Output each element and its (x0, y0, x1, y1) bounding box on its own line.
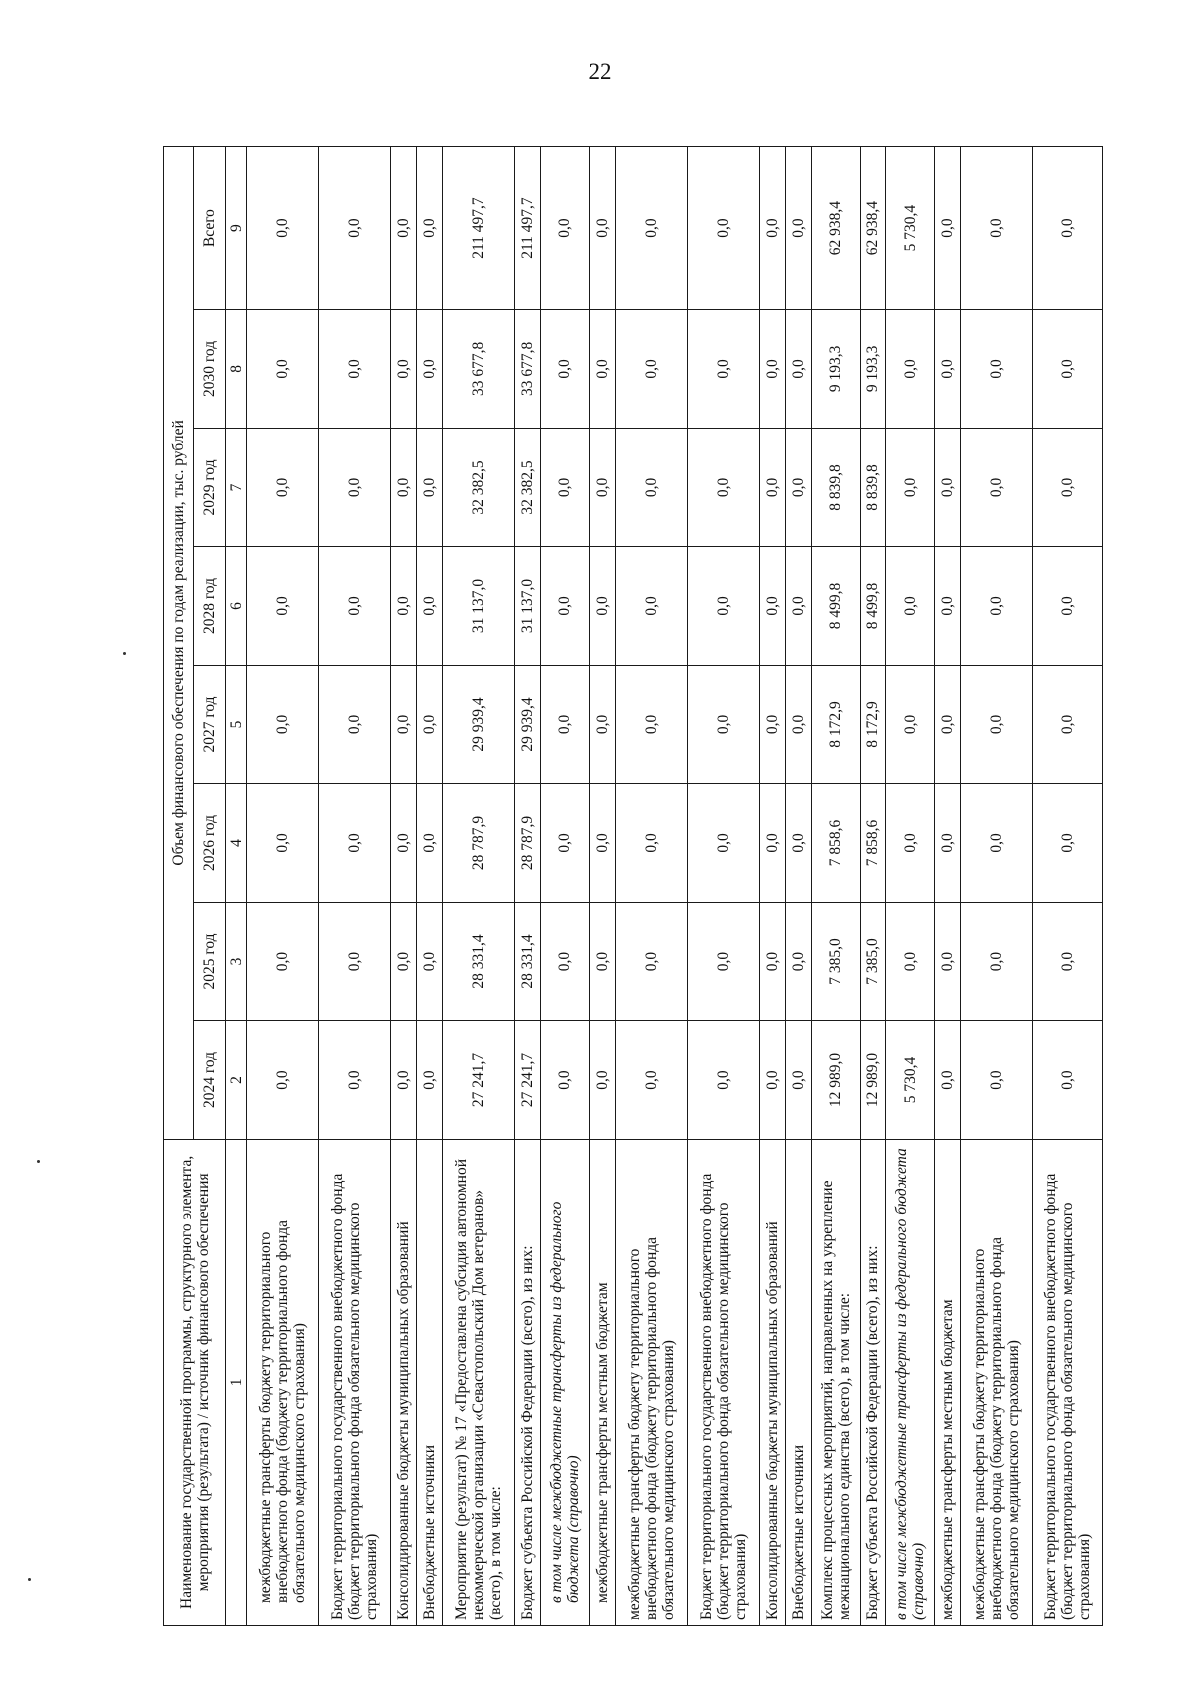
year-value-cell: 0,0 (417, 547, 443, 666)
year-value-cell: 0,0 (540, 310, 589, 429)
total-value-cell: 0,0 (935, 147, 961, 310)
row-name-cell: межбюджетные трансферты бюджету территориального внебюджетного фонда (бюджету территориального фонда обязательного медицинского страхования) (961, 1139, 1033, 1625)
column-number: 3 (226, 902, 247, 1021)
year-value-cell: 0,0 (589, 665, 615, 784)
year-value-cell: 7 858,6 (860, 784, 886, 903)
year-value-cell: 0,0 (961, 310, 1033, 429)
year-value-cell: 0,0 (615, 784, 687, 903)
total-value-cell: 0,0 (785, 147, 811, 310)
year-value-cell: 27 241,7 (515, 1021, 541, 1140)
year-value-cell: 0,0 (935, 310, 961, 429)
financing-group-header: Объем финансового обеспечения по годам реализации, тыс. рублей (164, 147, 194, 1140)
year-value-cell: 0,0 (247, 784, 319, 903)
year-column-header: 2025 год (194, 902, 226, 1021)
row-name-cell: Консолидированные бюджеты муниципальных образований (760, 1139, 786, 1625)
year-value-cell: 7 385,0 (811, 902, 860, 1021)
year-value-cell: 0,0 (760, 902, 786, 1021)
year-value-cell: 0,0 (540, 665, 589, 784)
year-value-cell: 0,0 (247, 902, 319, 1021)
year-value-cell: 0,0 (615, 665, 687, 784)
table-row (1033, 147, 1103, 1626)
year-value-cell: 0,0 (540, 902, 589, 1021)
row-name-cell: Консолидированные бюджеты муниципальных образований (391, 1139, 417, 1625)
year-column-header: 2030 год (194, 310, 226, 429)
table-row (886, 147, 935, 1626)
row-name-cell: Бюджет субъекта Российской Федерации (всего), из них: (515, 1139, 541, 1625)
table-body (247, 147, 1103, 1626)
year-value-cell: 0,0 (1033, 310, 1103, 429)
year-value-cell: 8 499,8 (860, 547, 886, 666)
year-column-header: 2027 год (194, 665, 226, 784)
year-value-cell: 0,0 (760, 428, 786, 547)
year-value-cell: 28 331,4 (515, 902, 541, 1021)
row-name-cell: межбюджетные трансферты бюджету территориального внебюджетного фонда (бюджету территориального фонда обязательного медицинского страхования) (247, 1139, 319, 1625)
year-value-cell: 0,0 (391, 547, 417, 666)
total-value-cell: 0,0 (247, 147, 319, 310)
row-name-cell: Комплекс процессных мероприятий, направленных на укрепление межнационального единства (всего), в том числе: (811, 1139, 860, 1625)
column-number: 4 (226, 784, 247, 903)
year-value-cell: 0,0 (589, 1021, 615, 1140)
year-value-cell: 0,0 (589, 547, 615, 666)
year-value-cell: 0,0 (785, 902, 811, 1021)
table-row (319, 147, 391, 1626)
row-name-cell: Бюджет территориального государственного внебюджетного фонда (бюджет территориального фонда обязательного медицинского страхования) (687, 1139, 759, 1625)
year-value-cell: 0,0 (760, 547, 786, 666)
year-value-cell: 0,0 (785, 310, 811, 429)
column-number: 1 (226, 1139, 247, 1625)
year-value-cell: 12 989,0 (860, 1021, 886, 1140)
year-value-cell: 0,0 (589, 784, 615, 903)
year-value-cell: 9 193,3 (811, 310, 860, 429)
total-value-cell: 0,0 (540, 147, 589, 310)
year-value-cell: 0,0 (247, 310, 319, 429)
year-value-cell: 0,0 (1033, 547, 1103, 666)
year-value-cell: 0,0 (935, 902, 961, 1021)
total-value-cell: 0,0 (319, 147, 391, 310)
total-value-cell: 211 497,7 (442, 147, 514, 310)
year-value-cell: 0,0 (886, 428, 935, 547)
table-row (615, 147, 687, 1626)
year-value-cell: 0,0 (961, 547, 1033, 666)
column-number: 5 (226, 665, 247, 784)
table-row (247, 147, 319, 1626)
year-value-cell: 7 858,6 (811, 784, 860, 903)
year-value-cell: 0,0 (319, 428, 391, 547)
table-row (811, 147, 860, 1626)
year-value-cell: 0,0 (319, 547, 391, 666)
row-name-cell: межбюджетные трансферты бюджету территориального внебюджетного фонда (бюджету территориального фонда обязательного медицинского страхования) (615, 1139, 687, 1625)
year-value-cell: 8 172,9 (860, 665, 886, 784)
year-value-cell: 0,0 (319, 310, 391, 429)
table-row (442, 147, 514, 1626)
total-value-cell: 211 497,7 (515, 147, 541, 310)
year-value-cell: 0,0 (247, 547, 319, 666)
year-value-cell: 0,0 (615, 902, 687, 1021)
year-value-cell: 33 677,8 (442, 310, 514, 429)
year-value-cell: 0,0 (417, 1021, 443, 1140)
year-value-cell: 0,0 (540, 784, 589, 903)
year-value-cell: 0,0 (1033, 1021, 1103, 1140)
year-value-cell: 0,0 (961, 902, 1033, 1021)
year-value-cell: 0,0 (886, 310, 935, 429)
year-value-cell: 0,0 (935, 1021, 961, 1140)
column-number: 2 (226, 1021, 247, 1140)
table-row (540, 147, 589, 1626)
year-value-cell: 27 241,7 (442, 1021, 514, 1140)
row-name-cell: межбюджетные трансферты местным бюджетам (589, 1139, 615, 1625)
scan-speck (123, 652, 126, 655)
row-name-cell: Бюджет территориального государственного внебюджетного фонда (бюджет территориального фонда обязательного медицинского страхования) (319, 1139, 391, 1625)
year-value-cell: 0,0 (391, 310, 417, 429)
table-row (515, 147, 541, 1626)
financing-table (163, 146, 1103, 1626)
year-value-cell: 0,0 (687, 310, 759, 429)
year-value-cell: 0,0 (1033, 665, 1103, 784)
year-value-cell: 0,0 (589, 310, 615, 429)
year-value-cell: 8 499,8 (811, 547, 860, 666)
year-value-cell: 0,0 (961, 665, 1033, 784)
year-value-cell: 0,0 (785, 428, 811, 547)
year-value-cell: 28 787,9 (515, 784, 541, 903)
total-value-cell: 62 938,4 (811, 147, 860, 310)
year-value-cell: 0,0 (886, 902, 935, 1021)
year-value-cell: 0,0 (319, 665, 391, 784)
year-value-cell: 0,0 (785, 1021, 811, 1140)
year-value-cell: 0,0 (615, 1021, 687, 1140)
year-value-cell: 0,0 (886, 784, 935, 903)
year-value-cell: 0,0 (687, 428, 759, 547)
scan-speck (37, 1160, 40, 1163)
year-value-cell: 0,0 (391, 784, 417, 903)
table-row (687, 147, 759, 1626)
total-column-header: Всего (194, 147, 226, 310)
total-value-cell: 0,0 (1033, 147, 1103, 310)
year-value-cell: 0,0 (247, 665, 319, 784)
row-name-cell: Бюджет субъекта Российской Федерации (всего), из них: (860, 1139, 886, 1625)
year-value-cell: 12 989,0 (811, 1021, 860, 1140)
year-column-header: 2024 год (194, 1021, 226, 1140)
table-row (589, 147, 615, 1626)
year-value-cell: 0,0 (687, 784, 759, 903)
year-value-cell: 0,0 (319, 902, 391, 1021)
column-number: 8 (226, 310, 247, 429)
table-row (961, 147, 1033, 1626)
year-value-cell: 0,0 (760, 665, 786, 784)
year-value-cell: 0,0 (961, 1021, 1033, 1140)
year-value-cell: 0,0 (540, 547, 589, 666)
year-value-cell: 33 677,8 (515, 310, 541, 429)
year-value-cell: 0,0 (615, 547, 687, 666)
year-value-cell: 0,0 (886, 547, 935, 666)
year-value-cell: 0,0 (687, 547, 759, 666)
year-column-header: 2026 год (194, 784, 226, 903)
year-value-cell: 0,0 (760, 310, 786, 429)
year-value-cell: 9 193,3 (860, 310, 886, 429)
year-value-cell: 0,0 (247, 1021, 319, 1140)
year-value-cell: 0,0 (1033, 902, 1103, 1021)
total-value-cell: 5 730,4 (886, 147, 935, 310)
total-value-cell: 0,0 (589, 147, 615, 310)
table-row (785, 147, 811, 1626)
year-value-cell: 29 939,4 (442, 665, 514, 784)
year-value-cell: 0,0 (935, 665, 961, 784)
year-value-cell: 0,0 (589, 902, 615, 1021)
row-name-cell: Бюджет территориального государственного внебюджетного фонда (бюджет территориального фонда обязательного медицинского страхования) (1033, 1139, 1103, 1625)
table-row (760, 147, 786, 1626)
year-value-cell: 0,0 (417, 784, 443, 903)
year-value-cell: 32 382,5 (515, 428, 541, 547)
column-number: 7 (226, 428, 247, 547)
year-value-cell: 0,0 (935, 547, 961, 666)
year-value-cell: 5 730,4 (886, 1021, 935, 1140)
year-column-header: 2029 год (194, 428, 226, 547)
row-name-cell: Внебюджетные источники (785, 1139, 811, 1625)
year-value-cell: 0,0 (247, 428, 319, 547)
year-value-cell: 0,0 (961, 428, 1033, 547)
year-value-cell: 0,0 (319, 1021, 391, 1140)
row-name-cell: Мероприятие (результат) № 17 «Предоставлена субсидия автономной некоммерческой организации «Севастопольский Дом ветеранов» (всего), в том числе: (442, 1139, 514, 1625)
year-value-cell: 0,0 (589, 428, 615, 547)
year-value-cell: 28 787,9 (442, 784, 514, 903)
table-row (391, 147, 417, 1626)
year-value-cell: 0,0 (961, 784, 1033, 903)
year-value-cell: 0,0 (417, 665, 443, 784)
year-value-cell: 0,0 (417, 428, 443, 547)
table-row (860, 147, 886, 1626)
scan-speck (28, 1578, 31, 1581)
total-value-cell: 0,0 (417, 147, 443, 310)
column-number: 6 (226, 547, 247, 666)
total-value-cell: 0,0 (760, 147, 786, 310)
year-value-cell: 0,0 (391, 902, 417, 1021)
year-value-cell: 8 839,8 (811, 428, 860, 547)
year-value-cell: 0,0 (935, 784, 961, 903)
year-value-cell: 8 839,8 (860, 428, 886, 547)
year-value-cell: 8 172,9 (811, 665, 860, 784)
year-value-cell: 0,0 (540, 428, 589, 547)
year-value-cell: 0,0 (391, 1021, 417, 1140)
year-value-cell: 0,0 (391, 665, 417, 784)
year-value-cell: 0,0 (785, 547, 811, 666)
table-row (935, 147, 961, 1626)
year-value-cell: 0,0 (615, 428, 687, 547)
year-value-cell: 0,0 (1033, 784, 1103, 903)
year-value-cell: 0,0 (687, 902, 759, 1021)
row-name-cell: в том числе межбюджетные трансферты из федерального бюджета (справочно) (886, 1139, 935, 1625)
total-value-cell: 0,0 (961, 147, 1033, 310)
year-value-cell: 0,0 (319, 784, 391, 903)
year-value-cell: 32 382,5 (442, 428, 514, 547)
table-row (417, 147, 443, 1626)
year-value-cell: 0,0 (417, 902, 443, 1021)
year-value-cell: 31 137,0 (515, 547, 541, 666)
year-value-cell: 0,0 (417, 310, 443, 429)
year-value-cell: 0,0 (760, 1021, 786, 1140)
total-value-cell: 0,0 (615, 147, 687, 310)
year-value-cell: 0,0 (540, 1021, 589, 1140)
year-value-cell: 0,0 (760, 784, 786, 903)
row-name-cell: в том числе межбюджетные трансферты из федерального бюджета (справочно) (540, 1139, 589, 1625)
total-value-cell: 0,0 (687, 147, 759, 310)
page-number: 22 (588, 59, 612, 84)
year-value-cell: 29 939,4 (515, 665, 541, 784)
year-value-cell: 0,0 (615, 310, 687, 429)
year-value-cell: 0,0 (1033, 428, 1103, 547)
year-value-cell: 0,0 (391, 428, 417, 547)
year-value-cell: 0,0 (935, 428, 961, 547)
year-value-cell: 28 331,4 (442, 902, 514, 1021)
year-value-cell: 0,0 (687, 1021, 759, 1140)
year-column-header: 2028 год (194, 547, 226, 666)
total-value-cell: 0,0 (391, 147, 417, 310)
year-value-cell: 31 137,0 (442, 547, 514, 666)
year-value-cell: 0,0 (886, 665, 935, 784)
year-value-cell: 7 385,0 (860, 902, 886, 1021)
column-number: 9 (226, 147, 247, 310)
name-column-header: Наименование государственной программы, структурного элемента, мероприятия (результата) / источник финансового обеспечения (164, 1139, 226, 1625)
year-value-cell: 0,0 (785, 784, 811, 903)
year-value-cell: 0,0 (785, 665, 811, 784)
year-value-cell: 0,0 (687, 665, 759, 784)
total-value-cell: 62 938,4 (860, 147, 886, 310)
row-name-cell: межбюджетные трансферты местным бюджетам (935, 1139, 961, 1625)
rotated-table-wrapper (163, 146, 1103, 1626)
row-name-cell: Внебюджетные источники (417, 1139, 443, 1625)
